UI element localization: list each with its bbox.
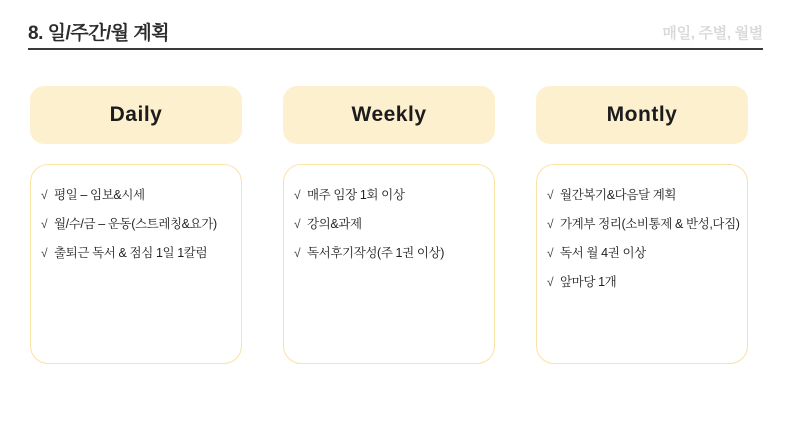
plan-column-daily [30, 86, 242, 364]
list-item [294, 245, 480, 262]
list-item-label: 강의&과제 [307, 216, 362, 231]
check-icon: √ [41, 188, 48, 202]
check-icon: √ [294, 216, 301, 231]
column-body-weekly [283, 164, 495, 364]
slide-header [28, 18, 763, 50]
list-item-label: 월간복기&다음달 계획 [560, 188, 677, 202]
column-body-daily [30, 164, 242, 364]
column-title-weekly: Weekly [351, 103, 427, 126]
list-item-label: 출퇴근 독서 & 점심 1일 1칼럼 [54, 245, 208, 260]
column-title-monthly: Montly [606, 103, 678, 126]
check-icon: √ [547, 188, 554, 202]
plan-column-weekly [283, 86, 495, 364]
check-icon: √ [294, 245, 301, 260]
page-subtitle: 매일, 주별, 월별 [662, 25, 763, 42]
list-item-label: 평일 – 임보&시세 [54, 188, 145, 202]
list-item [547, 187, 733, 204]
list-item-label: 앞마당 1개 [560, 274, 617, 289]
column-title-card-monthly [536, 86, 748, 144]
check-icon: √ [547, 216, 554, 231]
column-title-daily: Daily [109, 103, 163, 126]
list-item-label: 매주 임장 1회 이상 [307, 188, 405, 202]
plan-column-monthly [536, 86, 748, 364]
column-title-card-daily [30, 86, 242, 144]
list-item [547, 216, 740, 233]
list-item-label: 월/수/금 – 운동(스트레칭&요가) [54, 216, 217, 231]
check-icon: √ [547, 274, 554, 289]
list-item-label: 가계부 정리(소비통제 & 반성,다짐) [560, 216, 740, 231]
header-divider [28, 48, 763, 50]
column-title-card-weekly [283, 86, 495, 144]
list-item [41, 187, 227, 204]
check-icon: √ [547, 245, 554, 260]
list-item-label: 독서 월 4권 이상 [560, 245, 646, 260]
list-item-label: 독서후기작성(주 1권 이상) [307, 245, 444, 260]
list-item [294, 187, 480, 204]
list-item [547, 274, 733, 291]
list-item [294, 216, 480, 233]
list-item [41, 216, 227, 233]
check-icon: √ [294, 188, 301, 202]
check-icon: √ [41, 216, 48, 231]
column-body-monthly [536, 164, 748, 364]
plan-columns [0, 86, 791, 386]
list-item [547, 245, 733, 262]
check-icon: √ [41, 245, 48, 260]
list-item [41, 245, 227, 262]
page-title: 8. 일/주간/월 계획 [28, 23, 170, 44]
